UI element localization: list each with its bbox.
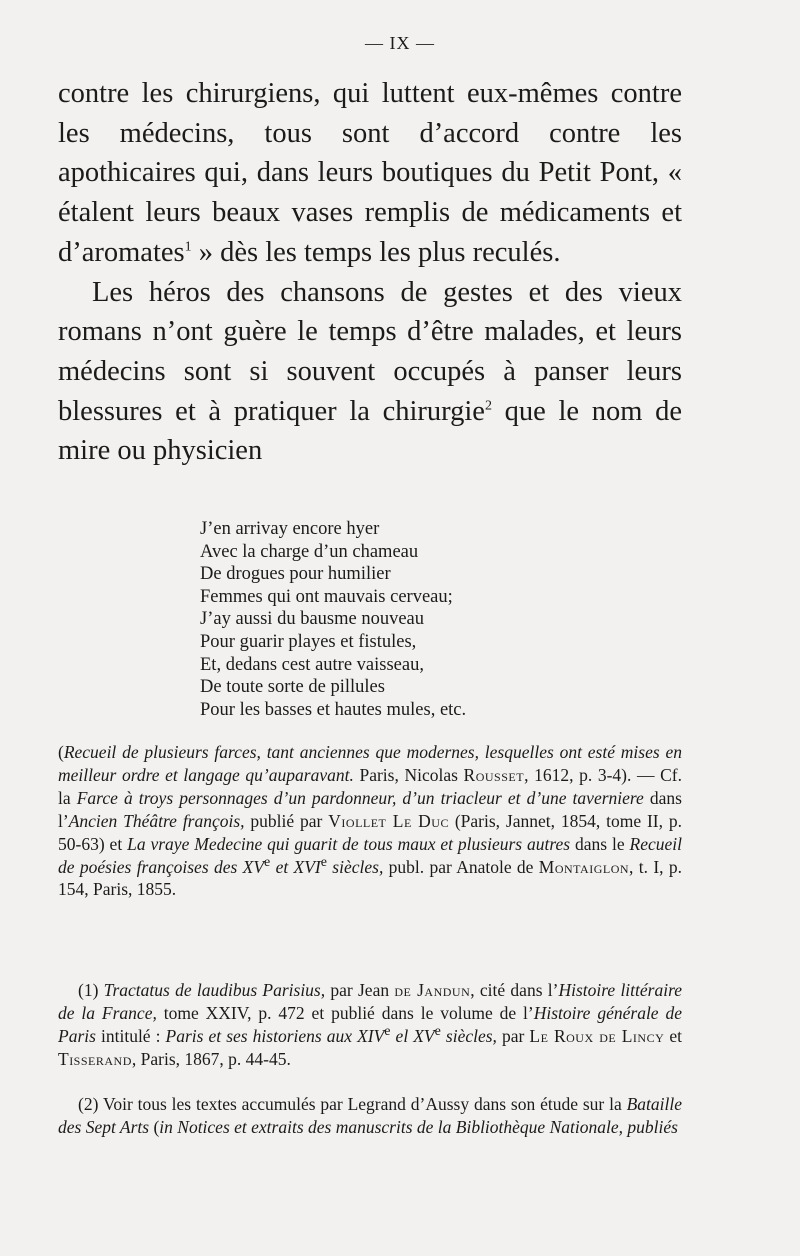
cited-title: et (270, 856, 294, 877)
author-name: Le Roux de Lincy (529, 1025, 665, 1046)
citation-text: dans le (570, 833, 630, 854)
citation-text: Voir tous les textes accumulés par Legrand d’Aussy dans son étude sur la (102, 1094, 627, 1114)
cited-title: Farce à troys personnages d’un pardonneur, d’un triacleur et d’une taverniere (76, 787, 644, 808)
citation-text: par Jean (325, 980, 395, 1000)
paragraph-2-text-end: que le nom de mire ou physicien (58, 395, 682, 467)
footnote-ref-1: 1 (184, 239, 192, 255)
cited-title: Histoire générale de Paris (58, 1002, 682, 1046)
cited-title: XVI (293, 856, 321, 877)
footnote-number: (2) (78, 1094, 103, 1114)
verse-line: De drogues pour humilier (200, 564, 391, 585)
footnote-2 (58, 1093, 682, 1139)
author-name: Montaiglon (538, 856, 630, 877)
cited-title: Recueil de poésies françoises des XV (58, 833, 682, 877)
paragraph-1 (58, 74, 682, 273)
citation-text: Paris, Nicolas (353, 764, 464, 785)
cited-title: Bataille des Sept Arts (58, 1094, 682, 1137)
cited-title: siècles, (326, 856, 384, 877)
citation-text: publ. par Anatole de (383, 856, 539, 877)
author-name: Tisserand (58, 1048, 132, 1069)
paragraph-2 (58, 273, 682, 472)
citation-text: (Paris, Jannet, 1854, tome II, p. 50-63) et (58, 810, 682, 854)
paragraph-1-text: contre les chirurgiens, qui luttent eux-mêmes contre les médecins, tous sont d’accord contre les apothicaires qui, dans leurs boutiques du Petit Pont, « étalent leurs beaux vases remplis de médicaments et d’aromates (58, 78, 682, 268)
cited-title: in Notices et extraits des manuscrits de la Bibliothèque Nationale, publiés (159, 1116, 678, 1137)
page-number: — IX — (365, 33, 435, 53)
cited-title: Histoire littéraire de la France, (58, 980, 683, 1023)
citation-text: , Paris, 1867, p. 44-45. (131, 1048, 291, 1069)
paragraph-1-text-end: » dès les temps les plus reculés. (191, 236, 561, 268)
author-name: Viollet Le Duc (328, 810, 449, 831)
superscript: e (434, 1023, 441, 1039)
open-paren: ( (58, 742, 64, 762)
author-name: de Jandun (394, 980, 471, 1000)
verse-line: De toute sorte de pillules (200, 677, 385, 698)
main-text (58, 74, 682, 471)
author-name: Rousset (463, 764, 525, 785)
footnote-1 (58, 979, 682, 1071)
citation-text: , cité dans l’ (470, 980, 559, 1000)
citation-text: , 1612, p. 3-4). — Cf. la (58, 764, 682, 808)
citation-text: intitulé : (95, 1025, 166, 1046)
source-citation-text (58, 741, 682, 901)
cited-title: siècles, (440, 1025, 497, 1046)
verse-line: Femmes qui ont mauvais cerveau; (200, 586, 453, 607)
citation-text: et (664, 1025, 682, 1046)
footnote-number: (1) (78, 980, 104, 1000)
verse-line: Avec la charge d’un chameau (200, 541, 419, 562)
verse-line: Et, dedans cest autre vaisseau, (200, 654, 424, 675)
paragraph-2-text: Les héros des chansons de gestes et des vieux romans n’ont guère le temps d’être malades, et leurs médecins sont si souvent occupés à panser leurs blessures et à pratiquer la chirurgie (58, 276, 682, 427)
citation-text: dans l’ (58, 787, 682, 831)
citation-text: ( (149, 1116, 160, 1137)
cited-title: Tractatus de laudibus Parisius, (103, 980, 326, 1000)
verse-line: Pour les basses et hautes mules, etc. (200, 699, 467, 720)
cited-title: Recueil de plusieurs farces, tant anciennes que modernes, lesquelles ont esté mises en meilleur ordre et langage qu’auparavant. (58, 742, 682, 785)
citation-text: tome XXIV, p. 472 et publié dans le volume de l’ (156, 1002, 534, 1023)
cited-title: Paris et ses historiens aux XIV (165, 1025, 385, 1046)
citation-text: , t. I, p. 154, Paris, 1855. (58, 856, 682, 900)
superscript: e (384, 1023, 391, 1039)
citation-text: publié par (244, 810, 329, 831)
verse-line: J’ay aussi du bausme nouveau (200, 609, 425, 630)
source-citation (58, 741, 682, 901)
cited-title: el XV (390, 1025, 435, 1046)
cited-title: La vraye Medecine qui guarit de tous maux et plusieurs autres (127, 833, 571, 854)
footnote-2-text (58, 1093, 682, 1139)
cited-title: Ancien Théâtre françois, (68, 810, 245, 831)
verse-line: J’en arrivay encore hyer (200, 519, 380, 539)
citation-text: par (496, 1025, 530, 1046)
superscript: e (264, 854, 271, 870)
verse-quote (200, 518, 466, 721)
footnote-ref-2: 2 (484, 398, 492, 414)
footnote-1-text (58, 979, 682, 1071)
superscript: e (320, 854, 327, 870)
verse-line: Pour guarir playes et fistules, (200, 631, 417, 652)
